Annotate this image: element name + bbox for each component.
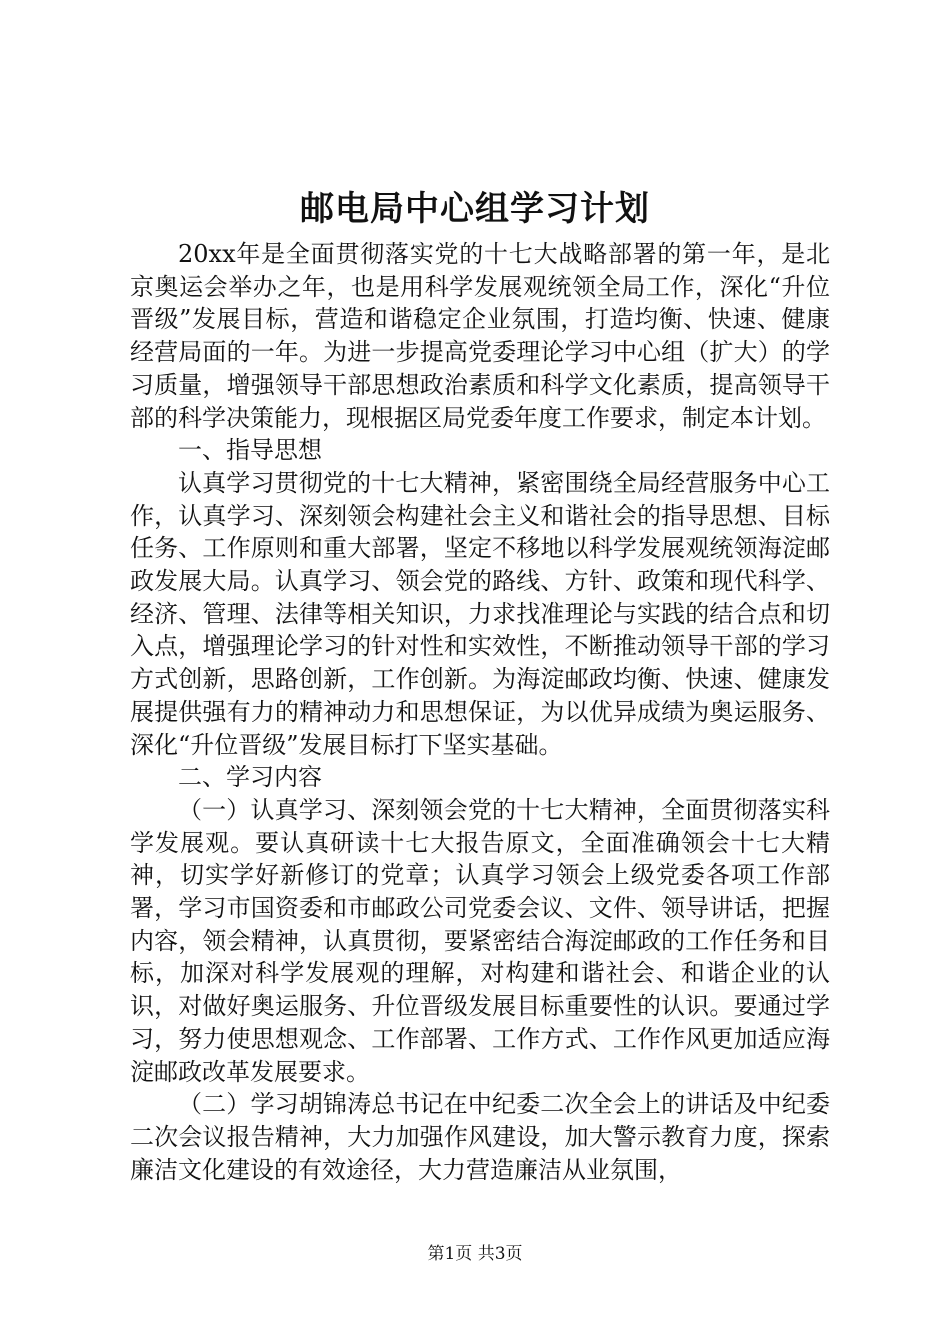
- page-number-footer: 第1页 共3页: [427, 1244, 523, 1264]
- document-title: 邮电局中心组学习计划: [300, 189, 650, 229]
- section-heading-study-content: 二、学习内容: [178, 763, 322, 792]
- study-content-item-2: （二）学习胡锦涛总书记在中纪委二次全会上的讲话及中纪委二次会议报告精神，大力加强作风建设，加大警示教育力度，探索廉洁文化建设的有效途径，大力营造廉洁从业氛围，: [130, 1090, 830, 1184]
- document-body: [130, 238, 830, 1186]
- intro-paragraph: 20xx年是全面贯彻落实党的十七大战略部署的第一年，是北京奥运会举办之年，也是用科学发展观统领全局工作，深化“升位晋级”发展目标，营造和谐稳定企业氛围，打造均衡、快速、健康经营局面的一年。为进一步提高党委理论学习中心组（扩大）的学习质量，增强领导干部思想政治素质和科学文化素质，提高领导干部的科学决策能力，现根据区局党委年度工作要求，制定本计划。: [130, 240, 830, 432]
- section-heading-guiding-thought: 一、指导思想: [178, 436, 322, 465]
- guiding-thought-paragraph: 认真学习贯彻党的十七大精神，紧密围绕全局经营服务中心工作，认真学习、深刻领会构建社会主义和谐社会的指导思想、目标任务、工作原则和重大部署，坚定不移地以科学发展观统领海淀邮政发展大局。认真学习、领会党的路线、方针、政策和现代科学、经济、管理、法律等相关知识，力求找准理论与实践的结合点和切入点，增强理论学习的针对性和实效性，不断推动领导干部的学习方式创新，思路创新，工作创新。为海淀邮政均衡、快速、健康发展提供强有力的精神动力和思想保证，为以优异成绩为奥运服务、深化“升位晋级”发展目标打下坚实基础。: [130, 468, 830, 759]
- study-content-item-1: （一）认真学习、深刻领会党的十七大精神，全面贯彻落实科学发展观。要认真研读十七大报告原文，全面准确领会十七大精神，切实学好新修订的党章；认真学习领会上级党委各项工作部署，学习市国资委和市邮政公司党委会议、文件、领导讲话，把握内容，领会精神，认真贯彻，要紧密结合海淀邮政的工作任务和目标，加深对科学发展观的理解，对构建和谐社会、和谐企业的认识，对做好奥运服务、升位晋级发展目标重要性的认识。要通过学习，努力使思想观念、工作部署、工作方式、工作作风更加适应海淀邮政改革发展要求。: [130, 795, 830, 1086]
